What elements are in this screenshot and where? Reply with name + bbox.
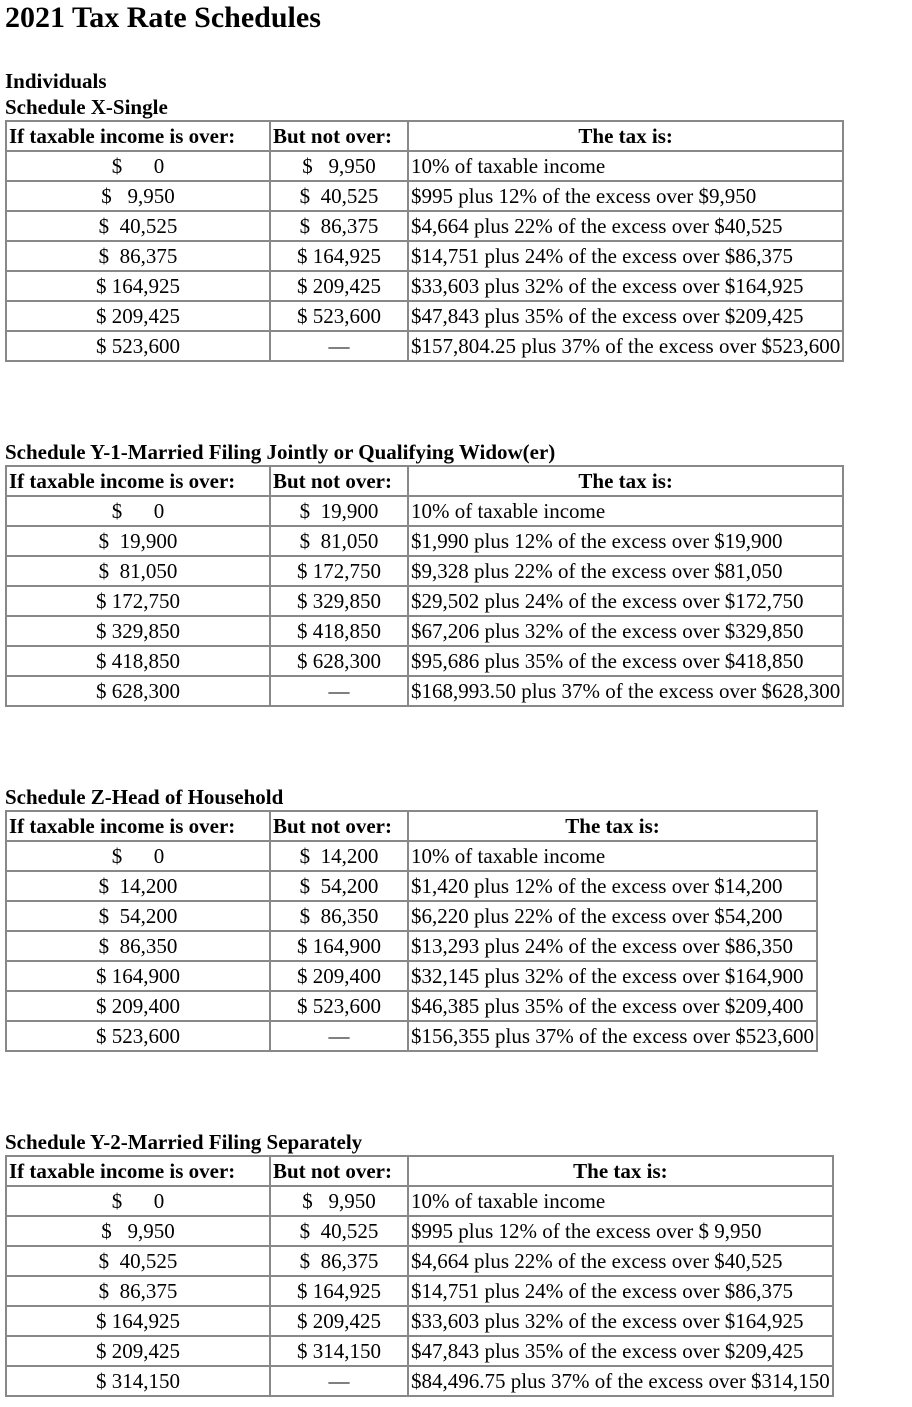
table-row bbox=[6, 1186, 833, 1216]
cell-income-over bbox=[6, 1366, 270, 1396]
not-over-value: $ 209,425 bbox=[297, 1309, 381, 1333]
cell-income-over bbox=[6, 211, 270, 241]
table-row bbox=[6, 241, 843, 271]
cell-not-over bbox=[270, 1366, 408, 1396]
income-over-value: $ 523,600 bbox=[96, 1024, 180, 1048]
not-over-value: $ 209,400 bbox=[297, 964, 381, 988]
cell-income-over bbox=[6, 586, 270, 616]
schedule-title: Schedule X-Single bbox=[5, 95, 168, 119]
income-over-value: $ 9,950 bbox=[101, 1219, 175, 1243]
income-over-value: $ 0 bbox=[111, 154, 165, 178]
cell-not-over bbox=[270, 241, 408, 271]
not-over-value: — bbox=[328, 1369, 350, 1393]
cell-income-over bbox=[6, 901, 270, 931]
cell-income-over bbox=[6, 646, 270, 676]
cell-income-over bbox=[6, 1216, 270, 1246]
income-over-value: $ 209,425 bbox=[96, 304, 180, 328]
cell-not-over bbox=[270, 496, 408, 526]
column-header-over: If taxable income is over: bbox=[6, 466, 270, 496]
cell-income-over bbox=[6, 1276, 270, 1306]
cell-income-over bbox=[6, 151, 270, 181]
cell-not-over bbox=[270, 1276, 408, 1306]
section-label-individuals: Individuals bbox=[5, 69, 107, 93]
cell-tax-formula: $47,843 plus 35% of the excess over $209,425 bbox=[408, 301, 843, 331]
cell-tax-formula: $33,603 plus 32% of the excess over $164,925 bbox=[408, 271, 843, 301]
cell-tax-formula: $95,686 plus 35% of the excess over $418,850 bbox=[408, 646, 843, 676]
column-header-not-over: But not over: bbox=[270, 811, 408, 841]
cell-income-over bbox=[6, 556, 270, 586]
not-over-value: $ 523,600 bbox=[297, 304, 381, 328]
cell-not-over bbox=[270, 526, 408, 556]
cell-not-over bbox=[270, 331, 408, 361]
not-over-value: $ 164,925 bbox=[297, 244, 381, 268]
income-over-value: $ 628,300 bbox=[96, 679, 180, 703]
table-row bbox=[6, 331, 843, 361]
schedule-y1-section bbox=[5, 439, 844, 707]
table-row bbox=[6, 991, 817, 1021]
cell-tax-formula: 10% of taxable income bbox=[408, 841, 817, 871]
cell-not-over bbox=[270, 871, 408, 901]
cell-not-over bbox=[270, 1306, 408, 1336]
column-header-over: If taxable income is over: bbox=[6, 1156, 270, 1186]
not-over-value: — bbox=[328, 679, 350, 703]
cell-tax-formula: $84,496.75 plus 37% of the excess over $314,150 bbox=[408, 1366, 833, 1396]
not-over-value: $ 40,525 bbox=[299, 1219, 379, 1243]
table-row bbox=[6, 1276, 833, 1306]
cell-income-over bbox=[6, 1306, 270, 1336]
cell-not-over bbox=[270, 961, 408, 991]
table-row bbox=[6, 526, 843, 556]
schedule-title: Schedule Y-1-Married Filing Jointly or Qualifying Widow(er) bbox=[5, 440, 556, 464]
column-header-tax: The tax is: bbox=[408, 811, 817, 841]
column-header-tax: The tax is: bbox=[408, 1156, 833, 1186]
income-over-value: $ 14,200 bbox=[98, 874, 178, 898]
not-over-value: $ 172,750 bbox=[297, 559, 381, 583]
table-row bbox=[6, 1306, 833, 1336]
schedule-x-table bbox=[5, 120, 844, 362]
income-over-value: $ 329,850 bbox=[96, 619, 180, 643]
table-row bbox=[6, 646, 843, 676]
income-over-value: $ 418,850 bbox=[96, 649, 180, 673]
not-over-value: $ 628,300 bbox=[297, 649, 381, 673]
cell-income-over bbox=[6, 616, 270, 646]
cell-not-over bbox=[270, 151, 408, 181]
cell-not-over bbox=[270, 901, 408, 931]
cell-tax-formula: $33,603 plus 32% of the excess over $164,925 bbox=[408, 1306, 833, 1336]
cell-income-over bbox=[6, 841, 270, 871]
cell-income-over bbox=[6, 271, 270, 301]
income-over-value: $ 9,950 bbox=[101, 184, 175, 208]
cell-not-over bbox=[270, 181, 408, 211]
cell-income-over bbox=[6, 1246, 270, 1276]
schedule-x-section bbox=[5, 68, 844, 362]
not-over-value: $ 40,525 bbox=[299, 184, 379, 208]
income-over-value: $ 164,925 bbox=[96, 274, 180, 298]
cell-tax-formula: $995 plus 12% of the excess over $ 9,950 bbox=[408, 1216, 833, 1246]
table-row bbox=[6, 496, 843, 526]
cell-income-over bbox=[6, 526, 270, 556]
cell-income-over bbox=[6, 181, 270, 211]
cell-tax-formula: $156,355 plus 37% of the excess over $523,600 bbox=[408, 1021, 817, 1051]
table-row bbox=[6, 301, 843, 331]
cell-tax-formula: $157,804.25 plus 37% of the excess over $523,600 bbox=[408, 331, 843, 361]
cell-tax-formula: $13,293 plus 24% of the excess over $86,350 bbox=[408, 931, 817, 961]
income-over-value: $ 172,750 bbox=[96, 589, 180, 613]
cell-not-over bbox=[270, 676, 408, 706]
cell-not-over bbox=[270, 1021, 408, 1051]
table-row bbox=[6, 1021, 817, 1051]
income-over-value: $ 314,150 bbox=[96, 1369, 180, 1393]
cell-tax-formula: $6,220 plus 22% of the excess over $54,200 bbox=[408, 901, 817, 931]
column-header-over: If taxable income is over: bbox=[6, 121, 270, 151]
table-row bbox=[6, 901, 817, 931]
cell-tax-formula: $47,843 plus 35% of the excess over $209,425 bbox=[408, 1336, 833, 1366]
table-row bbox=[6, 931, 817, 961]
not-over-value: $ 418,850 bbox=[297, 619, 381, 643]
column-header-tax: The tax is: bbox=[408, 121, 843, 151]
column-header-not-over: But not over: bbox=[270, 1156, 408, 1186]
not-over-value: $ 329,850 bbox=[297, 589, 381, 613]
not-over-value: $ 14,200 bbox=[299, 844, 379, 868]
not-over-value: $ 314,150 bbox=[297, 1339, 381, 1363]
income-over-value: $ 523,600 bbox=[96, 334, 180, 358]
table-row bbox=[6, 841, 817, 871]
income-over-value: $ 0 bbox=[111, 844, 165, 868]
cell-income-over bbox=[6, 331, 270, 361]
income-over-value: $ 0 bbox=[111, 499, 165, 523]
cell-income-over bbox=[6, 1021, 270, 1051]
cell-not-over bbox=[270, 616, 408, 646]
income-over-value: $ 81,050 bbox=[98, 559, 178, 583]
schedule-y2-table bbox=[5, 1155, 834, 1397]
cell-income-over bbox=[6, 1336, 270, 1366]
column-header-tax: The tax is: bbox=[408, 466, 843, 496]
table-header-row bbox=[6, 466, 843, 496]
cell-not-over bbox=[270, 301, 408, 331]
income-over-value: $ 40,525 bbox=[98, 1249, 178, 1273]
cell-tax-formula: $168,993.50 plus 37% of the excess over $628,300 bbox=[408, 676, 843, 706]
not-over-value: $ 164,925 bbox=[297, 1279, 381, 1303]
not-over-value: — bbox=[328, 1024, 350, 1048]
cell-income-over bbox=[6, 496, 270, 526]
income-over-value: $ 209,400 bbox=[96, 994, 180, 1018]
cell-tax-formula: $67,206 plus 32% of the excess over $329,850 bbox=[408, 616, 843, 646]
cell-tax-formula: $4,664 plus 22% of the excess over $40,525 bbox=[408, 1246, 833, 1276]
cell-not-over bbox=[270, 841, 408, 871]
cell-tax-formula: $14,751 plus 24% of the excess over $86,375 bbox=[408, 241, 843, 271]
not-over-value: $ 86,375 bbox=[299, 214, 379, 238]
income-over-value: $ 19,900 bbox=[98, 529, 178, 553]
table-header-row bbox=[6, 121, 843, 151]
cell-income-over bbox=[6, 871, 270, 901]
cell-tax-formula: 10% of taxable income bbox=[408, 1186, 833, 1216]
not-over-value: $ 9,950 bbox=[302, 1189, 376, 1213]
table-row bbox=[6, 871, 817, 901]
schedule-y2-section bbox=[5, 1129, 834, 1397]
cell-not-over bbox=[270, 556, 408, 586]
cell-tax-formula: 10% of taxable income bbox=[408, 151, 843, 181]
table-row bbox=[6, 271, 843, 301]
cell-not-over bbox=[270, 1246, 408, 1276]
cell-tax-formula: $14,751 plus 24% of the excess over $86,375 bbox=[408, 1276, 833, 1306]
schedule-z-table bbox=[5, 810, 818, 1052]
page-title: 2021 Tax Rate Schedules bbox=[5, 1, 321, 34]
schedule-y1-table bbox=[5, 465, 844, 707]
schedule-z-section bbox=[5, 784, 818, 1052]
table-row bbox=[6, 211, 843, 241]
table-row bbox=[6, 586, 843, 616]
income-over-value: $ 86,375 bbox=[98, 244, 178, 268]
cell-income-over bbox=[6, 961, 270, 991]
not-over-value: $ 54,200 bbox=[299, 874, 379, 898]
not-over-value: $ 86,350 bbox=[299, 904, 379, 928]
income-over-value: $ 209,425 bbox=[96, 1339, 180, 1363]
not-over-value: $ 164,900 bbox=[297, 934, 381, 958]
not-over-value: — bbox=[328, 334, 350, 358]
table-row bbox=[6, 616, 843, 646]
column-header-over: If taxable income is over: bbox=[6, 811, 270, 841]
cell-income-over bbox=[6, 241, 270, 271]
cell-income-over bbox=[6, 991, 270, 1021]
table-header-row bbox=[6, 811, 817, 841]
income-over-value: $ 164,925 bbox=[96, 1309, 180, 1333]
table-row bbox=[6, 1246, 833, 1276]
cell-not-over bbox=[270, 991, 408, 1021]
cell-not-over bbox=[270, 1216, 408, 1246]
column-header-not-over: But not over: bbox=[270, 121, 408, 151]
not-over-value: $ 9,950 bbox=[302, 154, 376, 178]
column-header-not-over: But not over: bbox=[270, 466, 408, 496]
income-over-value: $ 164,900 bbox=[96, 964, 180, 988]
cell-tax-formula: $46,385 plus 35% of the excess over $209,400 bbox=[408, 991, 817, 1021]
table-row bbox=[6, 556, 843, 586]
not-over-value: $ 81,050 bbox=[299, 529, 379, 553]
cell-not-over bbox=[270, 271, 408, 301]
cell-income-over bbox=[6, 676, 270, 706]
cell-income-over bbox=[6, 1186, 270, 1216]
cell-not-over bbox=[270, 1336, 408, 1366]
income-over-value: $ 86,350 bbox=[98, 934, 178, 958]
table-header-row bbox=[6, 1156, 833, 1186]
cell-not-over bbox=[270, 646, 408, 676]
cell-tax-formula: $29,502 plus 24% of the excess over $172,750 bbox=[408, 586, 843, 616]
income-over-value: $ 0 bbox=[111, 1189, 165, 1213]
table-row bbox=[6, 1216, 833, 1246]
not-over-value: $ 86,375 bbox=[299, 1249, 379, 1273]
cell-not-over bbox=[270, 931, 408, 961]
table-row bbox=[6, 961, 817, 991]
cell-not-over bbox=[270, 1186, 408, 1216]
schedule-title: Schedule Y-2-Married Filing Separately bbox=[5, 1130, 363, 1154]
cell-tax-formula: $1,420 plus 12% of the excess over $14,200 bbox=[408, 871, 817, 901]
table-row bbox=[6, 1366, 833, 1396]
cell-income-over bbox=[6, 301, 270, 331]
cell-tax-formula: $4,664 plus 22% of the excess over $40,525 bbox=[408, 211, 843, 241]
income-over-value: $ 40,525 bbox=[98, 214, 178, 238]
income-over-value: $ 54,200 bbox=[98, 904, 178, 928]
not-over-value: $ 19,900 bbox=[299, 499, 379, 523]
cell-tax-formula: 10% of taxable income bbox=[408, 496, 843, 526]
not-over-value: $ 523,600 bbox=[297, 994, 381, 1018]
cell-tax-formula: $9,328 plus 22% of the excess over $81,050 bbox=[408, 556, 843, 586]
table-row bbox=[6, 1336, 833, 1366]
cell-tax-formula: $995 plus 12% of the excess over $9,950 bbox=[408, 181, 843, 211]
table-row bbox=[6, 181, 843, 211]
table-row bbox=[6, 151, 843, 181]
cell-tax-formula: $1,990 plus 12% of the excess over $19,900 bbox=[408, 526, 843, 556]
cell-tax-formula: $32,145 plus 32% of the excess over $164,900 bbox=[408, 961, 817, 991]
income-over-value: $ 86,375 bbox=[98, 1279, 178, 1303]
cell-income-over bbox=[6, 931, 270, 961]
table-row bbox=[6, 676, 843, 706]
schedule-title: Schedule Z-Head of Household bbox=[5, 785, 284, 809]
cell-not-over bbox=[270, 211, 408, 241]
cell-not-over bbox=[270, 586, 408, 616]
not-over-value: $ 209,425 bbox=[297, 274, 381, 298]
